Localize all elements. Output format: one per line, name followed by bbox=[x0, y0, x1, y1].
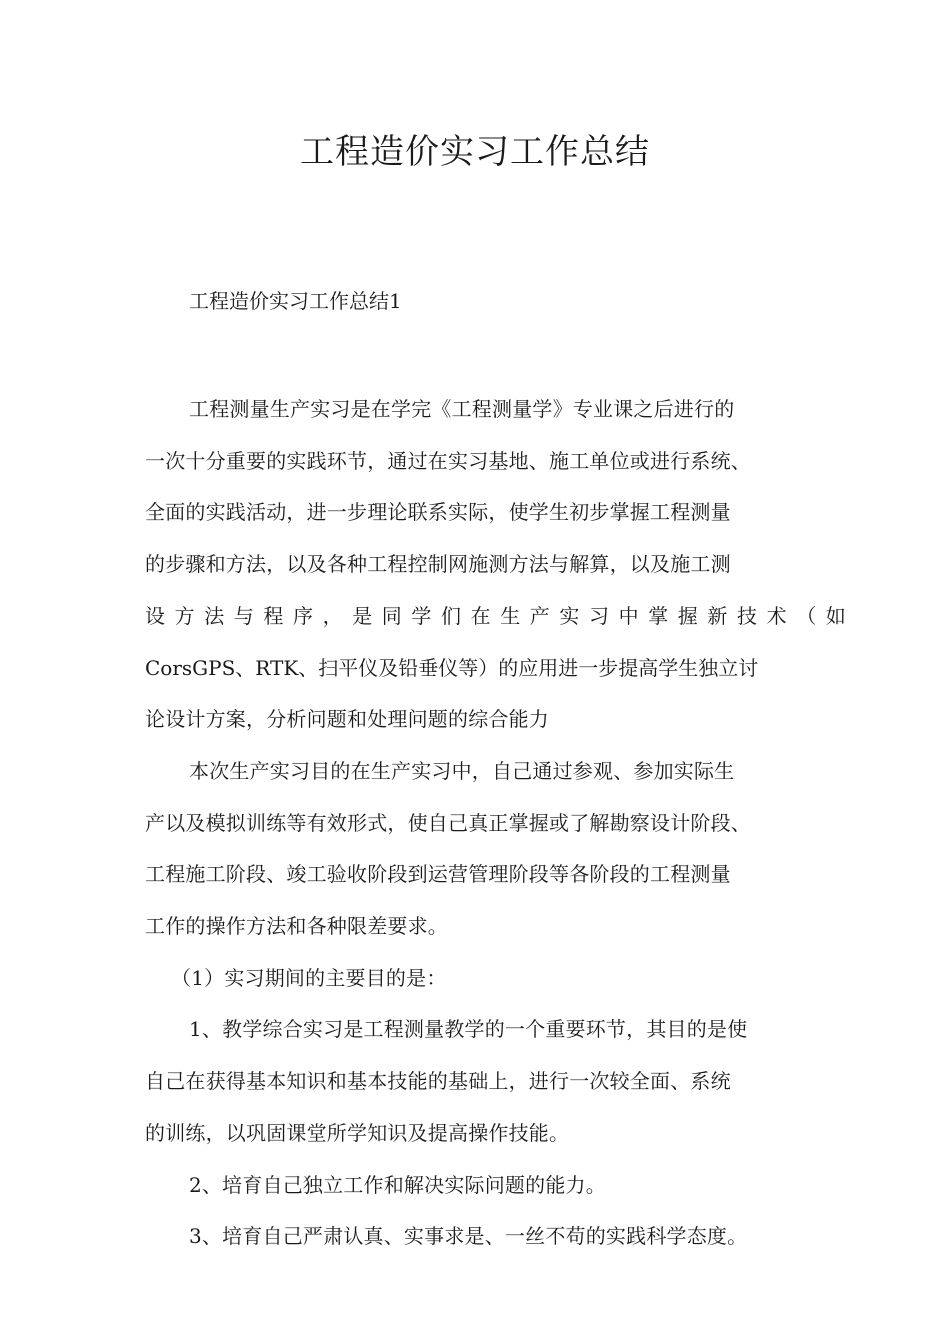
paragraph-heading-goals bbox=[145, 953, 809, 1005]
paragraph-line: 1、教学综合实习是工程测量教学的一个重要环节，其目的是使 bbox=[189, 1017, 748, 1042]
paragraph-line: 产以及模拟训练等有效形式，使自己真正掌握或了解勘察设计阶段、 bbox=[145, 810, 751, 835]
paragraph-line: 一次十分重要的实践环节，通过在实习基地、施工单位或进行系统、 bbox=[145, 448, 751, 473]
paragraph-line: 2、培育自己独立工作和解决实际问题的能力。 bbox=[189, 1172, 606, 1197]
paragraph-line: 工作的操作方法和各种限差要求。 bbox=[145, 914, 448, 939]
paragraph-line: （1）实习期间的主要目的是： bbox=[171, 965, 447, 990]
document-subtitle: 工程造价实习工作总结1 bbox=[189, 289, 402, 313]
paragraph-line: 工程测量生产实习是在学完《工程测量学》专业课之后进行的 bbox=[189, 397, 735, 421]
paragraph-purpose bbox=[145, 746, 809, 953]
paragraph-line: 的训练，以巩固课堂所学知识及提高操作技能。 bbox=[145, 1120, 570, 1145]
paragraph-line: 全面的实践活动，进一步理论联系实际，使学生初步掌握工程测量 bbox=[145, 500, 731, 525]
document-title: 工程造价实习工作总结 bbox=[300, 132, 650, 172]
paragraph-goal-3 bbox=[145, 1211, 809, 1263]
paragraph-line: 工程施工阶段、竣工验收阶段到运营管理阶段等各阶段的工程测量 bbox=[145, 862, 731, 887]
paragraph-line: 3、培育自己严肃认真、实事求是、一丝不苟的实践科学态度。 bbox=[189, 1224, 748, 1249]
document-body bbox=[145, 384, 856, 1263]
paragraph-goal-1 bbox=[145, 1004, 809, 1159]
paragraph-line: 设方法与程序，是同学们在生产实习中掌握新技术（如 bbox=[145, 603, 856, 628]
paragraph-line: 本次生产实习目的在生产实习中，自己通过参观、参加实际生 bbox=[189, 758, 735, 783]
paragraph-goal-2 bbox=[145, 1160, 809, 1212]
paragraph-line: 论设计方案，分析问题和处理问题的综合能力 bbox=[145, 707, 549, 732]
paragraph-intro bbox=[145, 384, 856, 746]
paragraph-line: 自己在获得基本知识和基本技能的基础上，进行一次较全面、系统 bbox=[145, 1069, 731, 1094]
paragraph-line: CorsGPS、RTK、扫平仪及铅垂仪等）的应用进一步提高学生独立讨 bbox=[145, 655, 759, 680]
paragraph-line: 的步骤和方法，以及各种工程控制网施测方法与解算，以及施工测 bbox=[145, 552, 731, 577]
